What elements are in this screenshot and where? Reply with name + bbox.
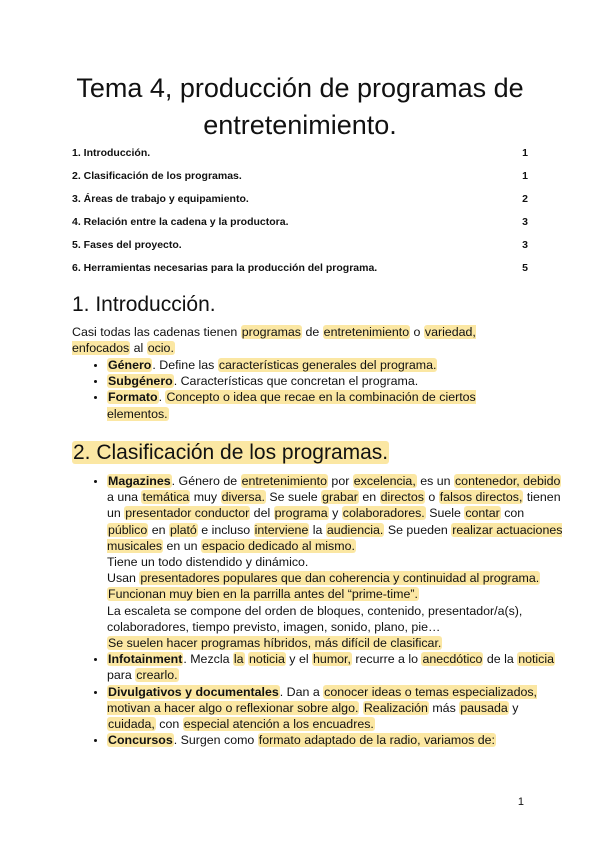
toc-page: 3	[522, 239, 528, 251]
magazines-line	[107, 570, 565, 586]
highlight: Concepto o idea que recae en la combinación de ciertos elementos.	[107, 390, 476, 421]
text: Suele	[425, 506, 465, 521]
toc-page: 1	[522, 170, 528, 182]
intro-paragraph	[72, 324, 532, 356]
text: Se suele	[265, 490, 322, 505]
text: del	[250, 506, 274, 521]
text: y	[328, 506, 342, 521]
toc-entry[interactable]	[72, 168, 528, 191]
highlight: crearlo.	[136, 668, 178, 683]
text: con	[155, 717, 183, 732]
text: al	[130, 341, 147, 355]
toc-label: 6. Herramientas necesarias para la producción del programa.	[72, 262, 378, 274]
text: Casi todas las cadenas tienen	[72, 325, 241, 339]
text: de la	[483, 652, 518, 667]
highlight: especial atención a los encuadres.	[183, 717, 374, 732]
intro-bullet-list	[72, 357, 507, 422]
magazines-line: Tiene un todo distendido y dinámico.	[107, 555, 309, 570]
document-title: Tema 4, producción de programas de entretenimiento.	[76, 73, 524, 140]
list-item-infotainment	[107, 651, 565, 683]
text: . Género de	[171, 474, 241, 488]
highlight: Funcionan muy bien en la parrilla antes del “prime-time”.	[108, 587, 418, 602]
list-item-concursos	[107, 732, 565, 748]
toc-label: 1. Introducción.	[72, 147, 151, 159]
classification-bullet-list	[72, 473, 565, 748]
highlight: presentador conductor	[125, 506, 250, 521]
highlight: noticia	[518, 652, 555, 667]
text: o	[410, 325, 424, 339]
toc-entry[interactable]	[72, 214, 528, 237]
highlight: excelencia,	[353, 474, 416, 488]
highlight: diversa.	[221, 490, 265, 505]
text: tienen un	[107, 490, 561, 521]
text: .	[158, 390, 166, 405]
highlight: público	[108, 522, 148, 537]
highlight: Realización	[363, 700, 428, 715]
text: . Mezcla	[183, 652, 233, 667]
highlight: ocio.	[147, 341, 174, 355]
list-item-magazines	[107, 473, 565, 651]
text: con	[500, 506, 525, 521]
text: . Define las	[152, 358, 218, 372]
section-heading-introduccion: 1. Introducción.	[72, 293, 216, 316]
highlight: cuidada,	[108, 717, 155, 732]
magazines-line	[107, 586, 565, 602]
highlight: realizar actuaciones musicales	[107, 522, 563, 553]
list-item	[107, 389, 507, 421]
text: para	[107, 668, 136, 683]
text: en	[148, 522, 169, 537]
highlight: programa	[274, 506, 328, 521]
bullet-term: Magazines	[108, 474, 171, 488]
highlight: formato adaptado de la radio, variamos de:	[258, 733, 496, 748]
magazines-line	[107, 635, 565, 651]
highlight: directos	[380, 490, 424, 505]
text: Usan	[107, 571, 140, 586]
text: . Características que concretan el programa.	[173, 374, 419, 389]
list-item	[107, 373, 507, 389]
highlight: noticia	[249, 652, 285, 667]
toc-page: 2	[522, 193, 528, 205]
highlight: plató	[169, 522, 197, 537]
bullet-term: Concursos	[108, 733, 173, 748]
toc-entry[interactable]	[72, 145, 528, 168]
highlight: colaboradores.	[342, 506, 425, 521]
highlight: audiencia.	[326, 522, 384, 537]
text: y	[508, 700, 519, 715]
highlight: contenedor, debido	[454, 474, 561, 488]
highlight: temática	[142, 490, 190, 505]
highlight: grabar	[322, 490, 358, 505]
text: recurre a lo	[351, 652, 422, 667]
highlight: espacio dedicado al mismo.	[202, 538, 355, 553]
highlight: Se suelen hacer programas híbridos, más difícil de clasificar.	[108, 636, 442, 651]
text: . Dan a	[279, 684, 324, 699]
highlight: humor,	[313, 652, 351, 667]
highlight: conocer ideas o temas especializados, motivan a hacer algo o reflexionar sobre algo.	[107, 684, 537, 715]
toc-label: 3. Áreas de trabajo y equipamiento.	[72, 193, 249, 205]
text: muy	[190, 490, 221, 505]
text: más	[428, 700, 460, 715]
highlight: 2. Clasificación de los programas.	[73, 441, 389, 464]
table-of-contents	[72, 145, 528, 283]
text: la	[309, 522, 326, 537]
highlight: entretenimiento	[323, 325, 410, 339]
text: en	[358, 490, 380, 505]
highlight: falsos directos,	[439, 490, 523, 505]
bullet-term: Género	[108, 358, 152, 372]
list-item-divulgativos	[107, 684, 565, 733]
text: a una	[107, 490, 142, 505]
text: y el	[285, 652, 313, 667]
highlight: entretenimiento	[241, 474, 327, 488]
text: es un	[416, 474, 454, 488]
toc-page: 5	[522, 262, 528, 274]
highlight: contar	[465, 506, 500, 521]
toc-entry[interactable]	[72, 191, 528, 214]
bullet-term: Divulgativos y documentales	[108, 684, 279, 699]
section-heading-clasificacion	[72, 440, 389, 466]
toc-label: 2. Clasificación de los programas.	[72, 170, 242, 182]
highlight: características generales del programa.	[218, 358, 437, 372]
text: de	[302, 325, 323, 339]
bullet-term: Formato	[108, 390, 158, 405]
highlight: presentadores populares que dan coherencia y continuidad al programa.	[140, 571, 540, 586]
toc-label: 5. Fases del proyecto.	[72, 239, 182, 251]
highlight: programas	[241, 325, 301, 339]
text: en un	[163, 538, 201, 553]
toc-entry[interactable]	[72, 237, 528, 260]
page-number: 1	[517, 796, 524, 808]
text: por	[327, 474, 353, 488]
text: . Surgen como	[173, 733, 258, 748]
toc-page: 3	[522, 216, 528, 228]
bullet-term: Infotainment	[108, 652, 183, 667]
text: o	[424, 490, 439, 505]
toc-page: 1	[522, 147, 528, 159]
text: Se pueden	[384, 522, 452, 537]
highlight: interviene	[254, 522, 309, 537]
text: e incluso	[197, 522, 254, 537]
toc-entry[interactable]	[72, 260, 528, 283]
highlight: anecdótico	[422, 652, 483, 667]
highlight: la	[233, 652, 244, 667]
highlight: pausada	[460, 700, 508, 715]
highlight: variedad, enfocados	[72, 325, 476, 355]
list-item	[107, 357, 507, 373]
bullet-term: Subgénero	[108, 374, 173, 389]
magazines-line: La escaleta se compone del orden de bloques, contenido, presentador/a(s), colaboradores, tiempo previsto, imagen, sonido, plano, pie…	[107, 603, 523, 634]
toc-label: 4. Relación entre la cadena y la productora.	[72, 216, 289, 228]
